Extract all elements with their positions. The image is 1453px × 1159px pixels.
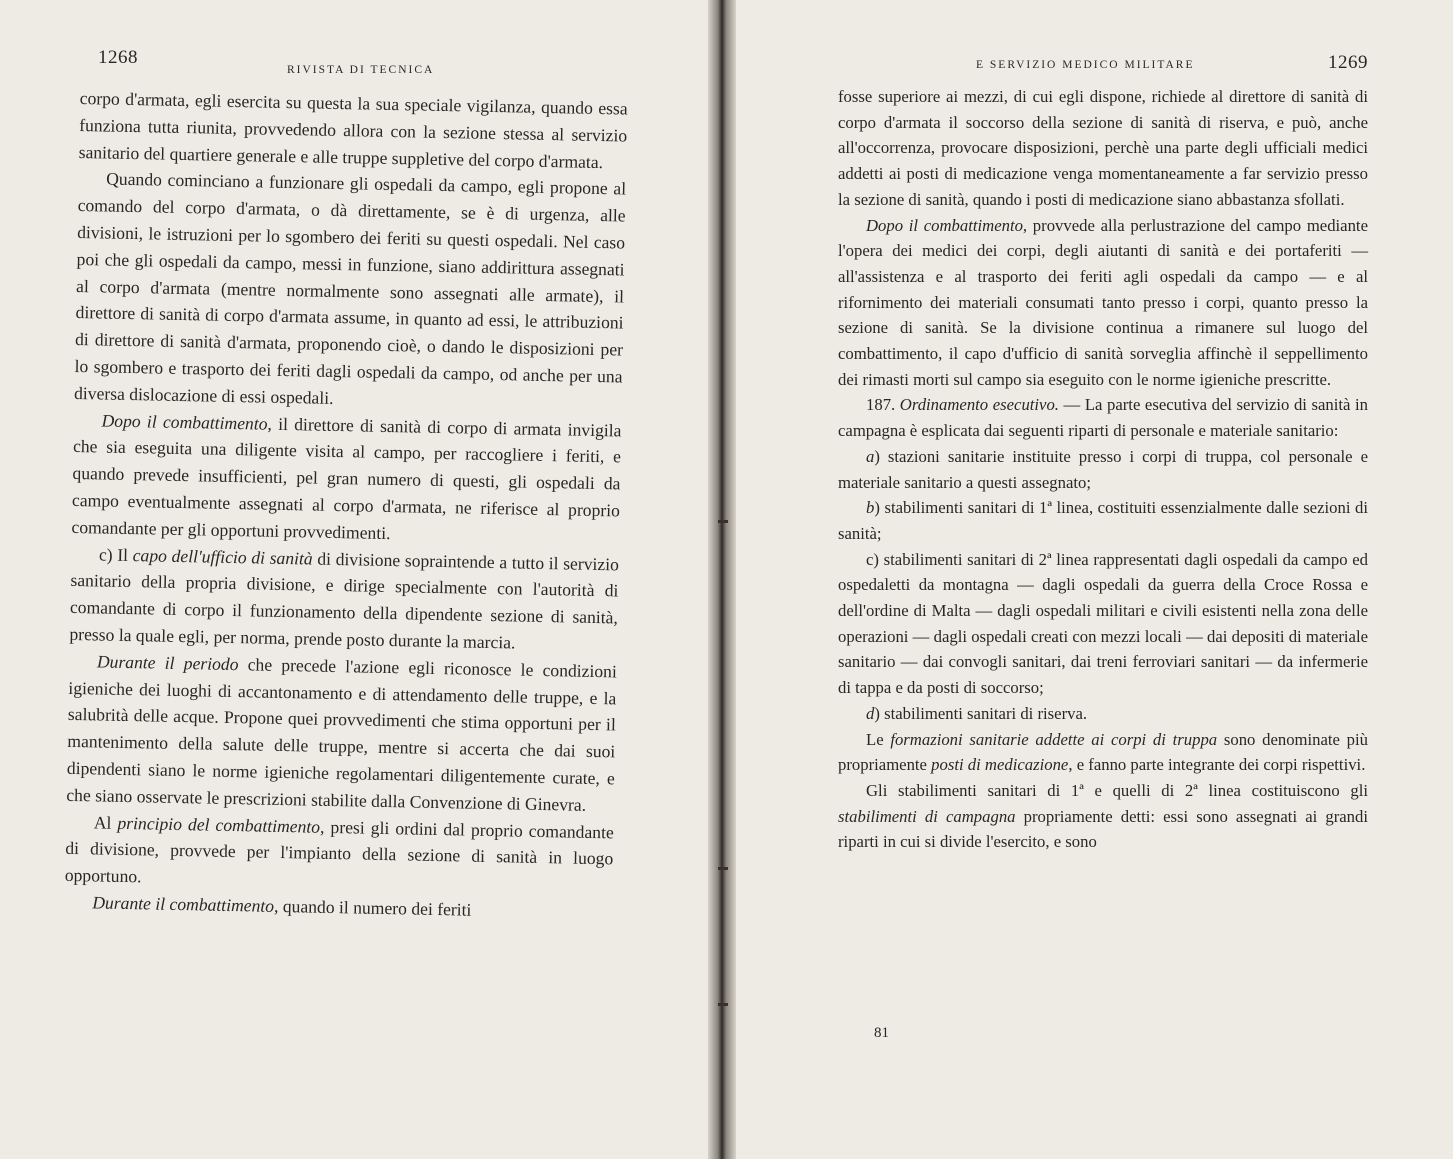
text-run: di divisione sopraintende a tutto il servizio sanitario della propria divisione, e dirige specialmente con l'autorità di comandante di corpo il funzionamento della dipendente sezione di sanità, presso la quale egli, per norma, prende posto durante la marcia. <box>69 548 620 653</box>
right-page <box>728 0 1453 1159</box>
italic-text: posti di medicazione <box>931 755 1069 775</box>
body-paragraph <box>66 648 617 819</box>
body-paragraph <box>838 701 1368 727</box>
text-run: Al <box>93 811 118 833</box>
page-number-left: 1268 <box>98 47 138 68</box>
body-paragraph <box>838 213 1368 393</box>
italic-text: Dopo il combattimento <box>101 410 268 434</box>
body-paragraph <box>78 85 627 176</box>
text-run: c) stabilimenti sanitari di 2ª linea rappresentati dagli ospedali da campo ed ospedaletti da montagna — dagli ospedali da guerra della Croce Rossa e dell'ordine di Malta — dagli ospedali militari e civili esistenti nella zona delle operazioni — dagli ospedali creati con mezzi locali — dai depositi di materiale sanitario — dai convogli sanitari, dai treni ferroviari sanitari — da infermerie di tappa e da posti di soccorso; <box>838 549 1368 698</box>
body-paragraph <box>838 727 1368 778</box>
text-run: propriamente detti: essi sono assegnati ai grandi riparti in cui si divide l'esercito, e sono <box>838 806 1368 852</box>
body-paragraph <box>838 84 1368 213</box>
right-page-body <box>838 84 1368 855</box>
text-run: ) stazioni sanitarie instituite presso i corpi di truppa, col personale e materiale sanitario a questi assegnato; <box>838 446 1368 492</box>
italic-text: b <box>866 498 875 518</box>
text-run: , quando il numero dei feriti <box>273 895 472 920</box>
binding-stitch <box>718 1003 728 1006</box>
text-run: — La parte esecutiva del servizio di sanità in campagna è esplicata dai seguenti riparti di personale e materiale sanitario: <box>838 395 1368 441</box>
text-run: fosse superiore ai mezzi, di cui egli dispone, richiede al direttore di sanità di corpo d'armata il soccorso della sezione di sanità di riserva, e può, anche all'occorrenza, provocare disposizioni, perchè una parte degli ufficiali medici addetti ai posti di medicazione venga momentaneamente a far servizio presso la sezione di sanità, quando i posti di medicazione siano abbastanza sfollati. <box>838 87 1368 209</box>
body-paragraph <box>838 392 1368 443</box>
italic-text: Durante il periodo <box>96 651 239 674</box>
binding-stitch <box>718 867 728 870</box>
italic-text: principio del combattimento <box>117 812 321 837</box>
body-paragraph <box>838 444 1368 495</box>
page-number-right: 1269 <box>1328 52 1368 73</box>
text-run: , e fanno parte integrante dei corpi rispettivi. <box>1068 755 1366 775</box>
text-run: corpo d'armata, egli esercita su questa la sua speciale vigilanza, quando essa funziona tutta riunita, provvedendo allora con la sezione stessa al servizio sanitario del quartiere generale e alle truppe suppletive del corpo d'armata. <box>78 87 628 172</box>
italic-text: stabilimenti di campagna <box>838 806 1016 826</box>
text-run: 187. <box>866 395 900 415</box>
body-paragraph <box>838 547 1368 701</box>
text-run: Quando cominciano a funzionare gli ospedali da campo, egli propone al comando del corpo d'armata, o dà direttamente, se è di urgenza, alle divisioni, le istruzioni per lo sgombero dei feriti su questi ospedali. Nel caso poi che gli ospedali da campo, messi in funzione, siano addirittura assegnati al corpo d'armata (mentre normalmente sono assegnati alle armate), il direttore di sanità di corpo d'armata assume, in quanto ad essi, le attribuzioni di direttore di sanità d'armata, proponendo cioè, o dando le disposizioni per lo sgombero e trasporto dei feriti dagli ospedali da campo, od anche per una diversa dislocazione di essi ospedali. <box>73 168 627 408</box>
text-run: , presi gli ordini dal proprio comandante di divisione, provvede per l'impianto della sezione di sanità in luogo opportuno. <box>64 816 614 887</box>
running-head-right: E SERVIZIO MEDICO MILITARE <box>976 59 1195 71</box>
signature-folio: 81 <box>874 1025 889 1041</box>
text-run: Gli stabilimenti sanitari di 1ª e quelli di 2ª linea costituiscono gli <box>866 780 1368 800</box>
text-run: che precede l'azione egli riconosce le condizioni igieniche dei luoghi di accantonamento e di attendamento delle truppe, e la salubrità delle acque. Propone quei provvedimenti che stima opportuni per il mantenimento della salute delle truppe, mentre si accerta che dai suoi dipendenti siano le norme igieniche regolamentari diligentemente curate, e che siano osservate le prescrizioni stabilite dalla Convenzione di Ginevra. <box>66 653 618 815</box>
left-page-body <box>64 85 628 926</box>
italic-text: d <box>866 703 875 723</box>
running-head-left: RIVISTA DI TECNICA <box>287 64 435 76</box>
text-run: , il direttore di sanità di corpo di armata invigila che sia eseguita una diligente visita al campo, per raccogliere i feriti, e quando prevede insufficienti, pel gran numero di questi, gli ospedali da campo eventualmente assegnati al corpo d'armata, ne riferisce al proprio comandante per gli opportuni provvedimenti. <box>71 413 622 543</box>
text-run: c) Il <box>98 543 133 565</box>
body-paragraph <box>65 808 614 899</box>
italic-text: Ordinamento esecutivo. <box>899 395 1059 415</box>
text-run: Le <box>866 729 891 749</box>
text-run: ) stabilimenti sanitari di riserva. <box>874 703 1088 723</box>
italic-text: formazioni sanitarie addette ai corpi di truppa <box>890 729 1218 749</box>
italic-text: capo dell'ufficio di sanità <box>132 544 313 569</box>
text-run: ) stabilimenti sanitari di 1ª linea, costituiti essenzialmente dalle sezioni di sanità; <box>838 498 1368 543</box>
text-run: , provvede alla perlustrazione del campo mediante l'opera dei medici dei corpi, degli aiutanti di sanità e dei portaferiti — all'assistenza e al trasporto dei feriti agli ospedali da campo — e al rifornimento dei materiali consumati tanto presso i corpi, quanto presso la sezione di sanità. Se la divisione continua a rimanere sul luogo del combattimento, il capo d'ufficio di sanità sorveglia affinchè il seppellimento dei rimasti morti sul campo sia eseguito con le norme igieniche prescritte. <box>838 215 1368 389</box>
italic-text: Dopo il combattimento <box>866 215 1023 235</box>
body-paragraph <box>838 495 1368 546</box>
book-gutter <box>708 0 736 1159</box>
binding-stitch <box>718 520 728 523</box>
text-run: sono denominate più propriamente <box>838 729 1369 775</box>
body-paragraph <box>71 407 621 551</box>
left-page <box>0 0 716 1159</box>
italic-text: a <box>866 446 875 466</box>
body-paragraph <box>69 540 619 658</box>
body-paragraph <box>838 778 1368 855</box>
body-paragraph <box>74 165 627 417</box>
italic-text: Durante il combattimento <box>92 892 275 916</box>
